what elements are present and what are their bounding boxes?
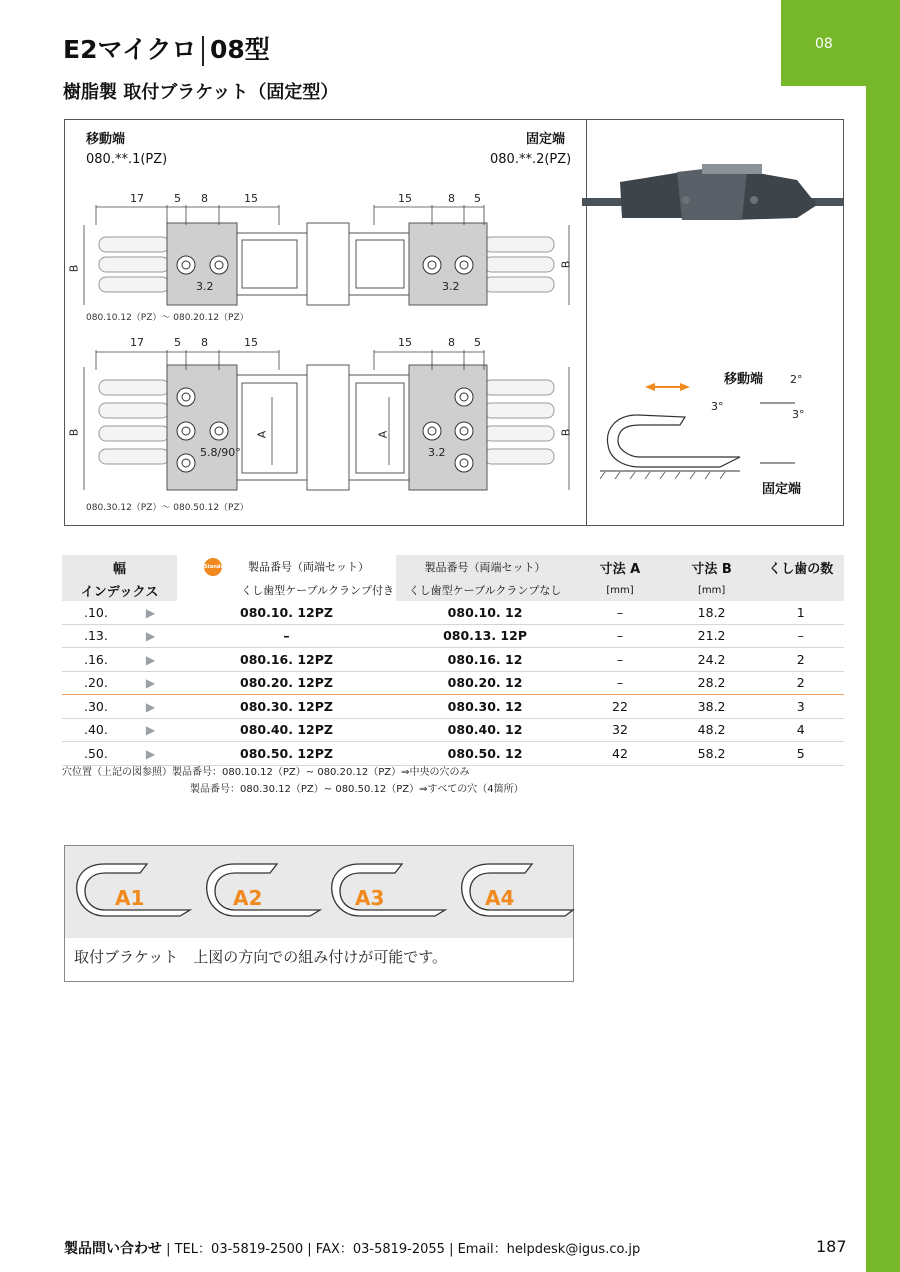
mounting-caption: 取付ブラケット 上図の方向での組み付けが可能です。 (74, 948, 448, 966)
index-cell: .10. ▶ (62, 601, 177, 624)
header-with-clamp-bottom: くし歯型ケーブルクランプ付き (177, 579, 396, 601)
bracket-drawing (64, 185, 586, 520)
dim-top-b-left: B (67, 264, 81, 273)
mount-label-a4: A4 (485, 886, 515, 910)
dim-bot-hole-right: 3.2 (428, 446, 446, 459)
header-teeth: くし歯の数 (757, 555, 844, 579)
label-side-fixed: 固定端 (762, 482, 802, 497)
angle-3b: 3° (792, 408, 805, 421)
section-number: 08 (815, 36, 833, 52)
note-hole-position-2: 製品番号：080.30.12（PZ）~ 080.50.12（PZ）⇒すべての穴（4箇所） (190, 784, 524, 795)
header-dim-a: 寸法 A (574, 555, 666, 579)
index-cell: .30. ▶ (62, 695, 177, 719)
page-title (63, 30, 270, 66)
dim-bot-a-right: A (376, 430, 390, 439)
table-row: .40. ▶ 080.40. 12PZ 080.40. 12 32 48.2 4 (62, 718, 844, 742)
row-arrow-icon: ▶ (145, 629, 156, 644)
mount-label-a2: A2 (233, 886, 263, 910)
dim-top-b-right: B (559, 260, 573, 269)
dim-bot-r15: 15 (398, 336, 412, 349)
dim-bot-hole-left: 5.8/90° (200, 446, 241, 459)
header-empty (757, 579, 844, 601)
product-table (62, 555, 844, 766)
dim-bot-r5: 5 (474, 336, 481, 349)
dim-bot-a-left: A (255, 430, 269, 439)
page-subtitle: 樹脂製 取付ブラケット（固定型） (63, 82, 339, 103)
dim-top-r8: 8 (448, 192, 455, 205)
dim-top-hole-left: 3.2 (196, 280, 214, 293)
label-moving-end: 移動端 (86, 132, 126, 147)
dim-top-5: 5 (174, 192, 181, 205)
chain-side-diagram (600, 375, 830, 485)
row-arrow-icon: ▶ (145, 723, 156, 738)
table-row: .10. ▶ 080.10. 12PZ 080.10. 12 – 18.2 1 (62, 601, 844, 624)
mounting-diagram-area (65, 846, 573, 938)
page-number: 187 (816, 1237, 847, 1256)
dim-bot-8: 8 (201, 336, 208, 349)
header-index: インデックス (62, 579, 177, 601)
table-row: .13. ▶ – 080.13. 12P – 21.2 – (62, 624, 844, 648)
label-moving-part: 080.**.1(PZ) (86, 152, 168, 167)
note-hole-position-1: 穴位置（上記の図参照）製品番号：080.10.12（PZ）~ 080.20.12（PZ）⇒中央の穴のみ (62, 767, 470, 778)
row-arrow-icon: ▶ (145, 676, 156, 691)
caption-bottom-range: 080.30.12（PZ）～ 080.50.12（PZ） (86, 503, 249, 513)
header-dim-b: 寸法 B (666, 555, 758, 579)
row-arrow-icon: ▶ (145, 652, 156, 667)
angle-2: 2° (790, 373, 803, 386)
dim-bot-r8: 8 (448, 336, 455, 349)
angle-3a: 3° (711, 400, 724, 413)
chain-photo (582, 150, 844, 240)
dim-top-15: 15 (244, 192, 258, 205)
table-row: .30. ▶ 080.30. 12PZ 080.30. 12 22 38.2 3 (62, 695, 844, 719)
header-width: 幅 (62, 555, 177, 579)
side-color-bar (866, 86, 900, 1272)
dim-bot-b-right: B (559, 428, 573, 437)
dim-bot-15: 15 (244, 336, 258, 349)
standard-badge: Standard (204, 558, 222, 576)
dim-top-r5: 5 (474, 192, 481, 205)
dim-top-8: 8 (201, 192, 208, 205)
index-cell: .50. ▶ (62, 742, 177, 766)
dim-bot-b-left: B (67, 428, 81, 437)
caption-top-range: 080.10.12（PZ）～ 080.20.12（PZ） (86, 313, 249, 323)
page-section-tab (781, 0, 900, 86)
row-arrow-icon: ▶ (145, 699, 156, 714)
table-row: .50. ▶ 080.50. 12PZ 080.50. 12 42 58.2 5 (62, 742, 844, 766)
label-side-moving: 移動端 (724, 372, 764, 387)
row-arrow-icon: ▶ (145, 746, 156, 761)
dim-top-r15: 15 (398, 192, 412, 205)
dim-top-17: 17 (130, 192, 144, 205)
index-cell: .20. ▶ (62, 671, 177, 695)
dim-top-hole-right: 3.2 (442, 280, 460, 293)
mount-label-a1: A1 (115, 886, 145, 910)
index-cell: .40. ▶ (62, 718, 177, 742)
mounting-orientation-box (64, 845, 574, 982)
label-fixed-end: 固定端 (526, 132, 566, 147)
header-without-clamp-top: 製品番号（両端セット） (396, 555, 574, 579)
header-with-clamp-top: Standard 製品番号（両端セット） (177, 555, 396, 579)
header-unit-b: [mm] (666, 579, 758, 601)
table-row: .16. ▶ 080.16. 12PZ 080.16. 12 – 24.2 2 (62, 648, 844, 672)
header-unit-a: [mm] (574, 579, 666, 601)
title-separator (202, 36, 204, 66)
mount-label-a3: A3 (355, 886, 385, 910)
index-cell: .16. ▶ (62, 648, 177, 672)
title-type: 08型 (209, 35, 270, 64)
table-row: .20. ▶ 080.20. 12PZ 080.20. 12 – 28.2 2 (62, 671, 844, 695)
dim-bot-17: 17 (130, 336, 144, 349)
label-fixed-part: 080.**.2(PZ) (490, 152, 572, 167)
header-without-clamp-bottom: くし歯型ケーブルクランプなし (396, 579, 574, 601)
row-arrow-icon: ▶ (145, 605, 156, 620)
index-cell: .13. ▶ (62, 624, 177, 648)
dim-bot-5: 5 (174, 336, 181, 349)
title-series: E2マイクロ (63, 35, 197, 64)
footer-contact: 製品問い合わせ | TEL：03-5819-2500 | FAX：03-5819-2055 | Email：helpdesk@igus.co.jp (64, 1241, 641, 1257)
